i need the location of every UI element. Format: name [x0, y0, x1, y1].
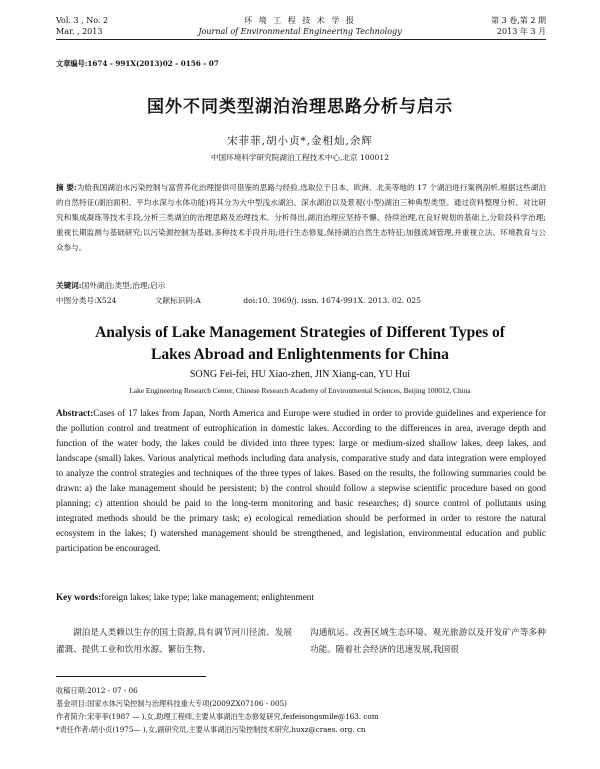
en-keywords	[56, 590, 546, 605]
cn-authors: 宋菲菲,胡小贞*,金相灿,余辉	[227, 135, 373, 147]
en-keywords-label: Key words:	[56, 592, 102, 602]
cn-affiliation: 中国环境科学研究院湖泊工程技术中心,北京 100012	[210, 153, 390, 162]
volume-label: Vol. 3 , No. 2	[56, 16, 109, 25]
cn-keywords-text: 国外湖泊;类型;治理;启示	[81, 281, 166, 290]
cn-abstract-text: 为給我国湖泊水污染控制与富营养化治理提供可借鉴的思路与经验,选取位于日本、欧洲、北美等地的 17 个湖泊进行案例剖析,根据这些湖泊的自然特征(湖泊面积、平均水深与水体功能)将其分为大中型浅水湖泊、深水湖泊以及景观(小型)湖泊三种典型类型。通过资料整理分析、对比研究和集成凝练等技术手段,分析三类湖泊的治理思路及治理技术。分析得出,湖泊治理应坚持不懈、持续治理,在良好规划的基础上,分阶段科学治理;重视长期监测与基础研究;以污染源控制为基础,多种技术手段并用;进行生态修复,保持湖泊自然生态特征;加强流域管理,并重视立法、环境教育与公众参与。	[56, 183, 547, 252]
cn-keywords-label: 关键词:	[56, 281, 82, 290]
article-id: 文章编号:1674 - 991X(2013)02 - 0156 - 07	[56, 59, 219, 68]
journal-name-en: Journal of Environmental Engineering Technology	[198, 27, 402, 36]
en-keywords-text: foreign lakes; lake type; lake management; enlightenment	[101, 592, 314, 602]
en-title-line1: Analysis of Lake Management Strategies of Different Types of	[95, 324, 505, 341]
en-authors: SONG Fei-fei, HU Xiao-zhen, JIN Xiang-can, YU Hui	[189, 369, 411, 380]
en-abstract-label: Abstract:	[56, 408, 94, 418]
en-affiliation: Lake Engineering Research Center, Chinese Research Academy of Environmental Sciences, Beijing 100012, China	[129, 386, 471, 395]
cn-title: 国外不同类型湖泊治理思路分析与启示	[147, 97, 453, 117]
en-abstract	[56, 406, 546, 556]
doc-code: 文献标识码:A	[154, 296, 201, 305]
body-column-left: 湖泊是人类赖以生存的国土资源,具有调节河川径流、发展灌溉、提供工业和饮用水源、繁衍生物、	[56, 628, 292, 655]
footnote-funding: 基金项目:国家水体污染控制与治理科技重大专项(2009ZX07106 - 005)	[56, 699, 287, 708]
date-label-cn: 2013 年 3 月	[496, 27, 546, 36]
cn-keywords	[56, 278, 546, 293]
en-title-line2: Lakes Abroad and Enlightenments for China	[151, 346, 449, 363]
doi: doi:10. 3969/j. issn. 1674-991X. 2013. 02. 025	[243, 296, 421, 305]
header-rule	[56, 39, 546, 40]
en-abstract-text: Cases of 17 lakes from Japan, North America and Europe were studied in order to provide guidelines and experience for the pollution control and treatment of eutrophication in domestic lakes. According to the differences in area, average depth and function of the water body, the lakes could be divided into three types: large or medium-sized shallow lakes, deep lakes, and landscape (small) lakes. Various analytical methods including data analysis, comparative study and data integration were employed to analyze the control strategies and techniques of the three types of lakes. Based on the results, the following summaries could be drawn: a) the lake management should be persistent; b) the control should follow a stepwise scientific procedure based on good planning; c) attention should be paid to the long-term monitoring and basic researches; d) source control of pollutants using integrated methods should be the primary task; e) ecological remediation should be performed in order to restore the natural ecosystem in the lakes; f) watershed management should be strengthened, and legislation, environmental education and public participation be encouraged.	[56, 408, 546, 553]
volume-label-cn: 第 3 卷,第 2 期	[491, 16, 546, 25]
cn-abstract	[56, 180, 546, 255]
issue-date-label: Mar. , 2013	[56, 27, 103, 36]
footnote-received: 收稿日期:2012 - 07 - 06	[56, 686, 138, 695]
footnote-corresponding-author: *责任作者:胡小贞(1975— ),女,副研究员,主要从事湖泊污染控制技术研究,huxz@craes. org. cn	[56, 725, 366, 734]
cn-classification-row	[56, 293, 546, 308]
footnote-author-bio: 作者简介:宋菲菲(1987 — ),女,助理工程师,主要从事湖泊生态修复研究,feifeisongsmile@163. com	[56, 712, 379, 721]
footnote-rule	[56, 676, 206, 677]
clc-number: 中图分类号:X524	[56, 296, 117, 305]
cn-abstract-label: 摘 要:	[56, 183, 77, 192]
journal-name-cn: 环 境 工 程 技 术 学 报	[244, 16, 356, 25]
body-column-right: 沟通航运、改善区域生态环境、观光旅游以及开发矿产等多种功能。随着社会经济的迅速发展,我国很	[310, 628, 546, 655]
